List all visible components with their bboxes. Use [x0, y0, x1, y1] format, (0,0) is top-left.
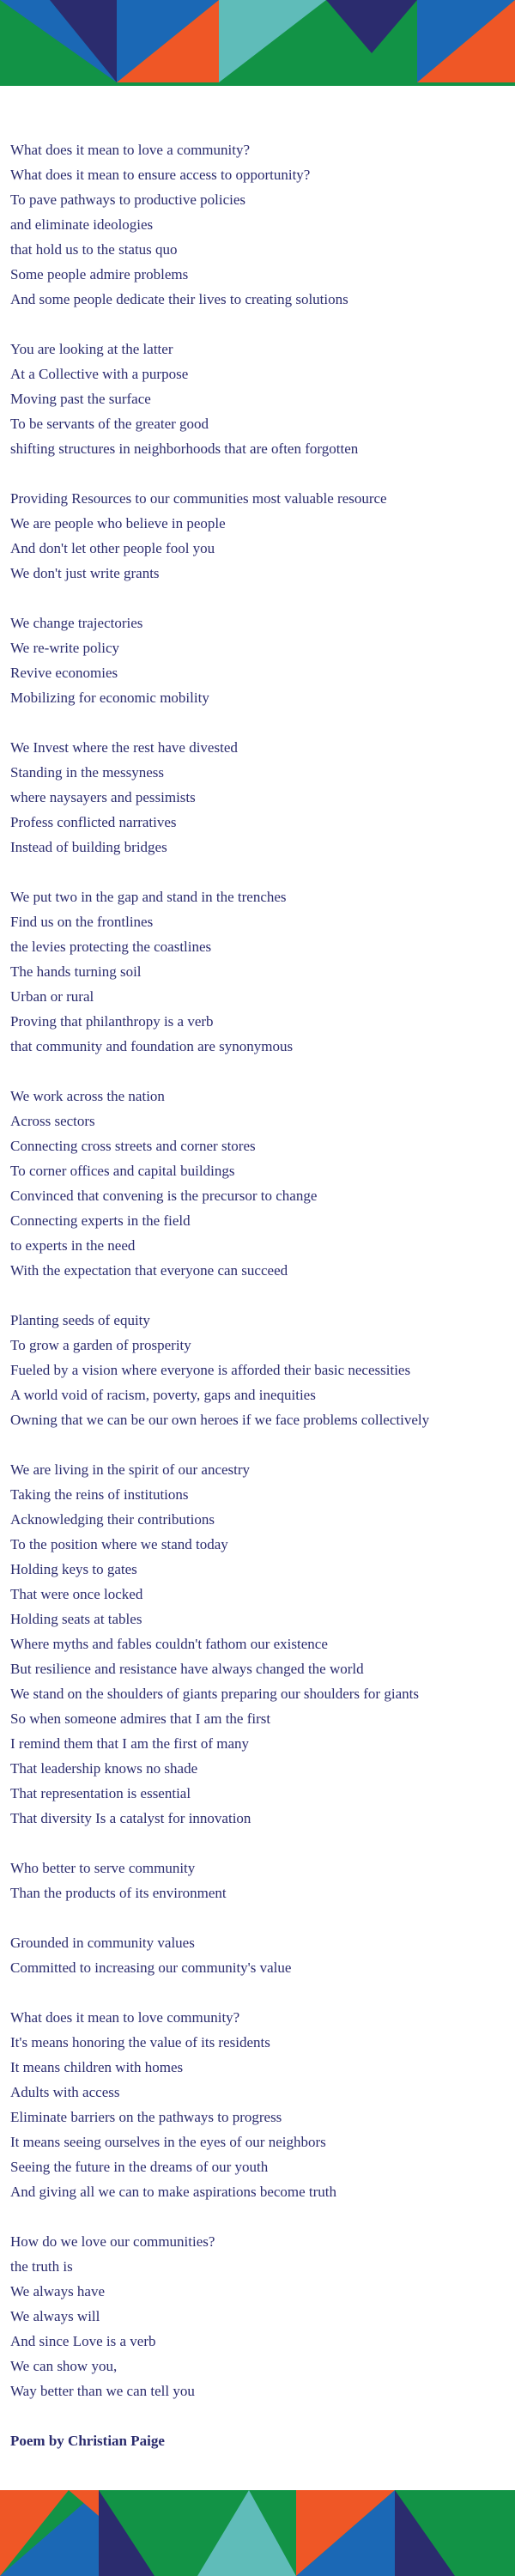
poem-line: Find us on the frontlines [10, 914, 154, 930]
poem-line: Profess conflicted narratives [10, 814, 177, 830]
poem-line: We re-write policy [10, 640, 120, 656]
poem-line: It means children with homes [10, 2059, 184, 2075]
poem-line: Owning that we can be our own heroes if we face problems collectively [10, 1412, 430, 1428]
poem-stanza [10, 137, 512, 312]
poem-line: How do we love our communities? [10, 2233, 215, 2250]
poem-line: So when someone admires that I am the first [10, 1710, 271, 1727]
poem-line: Holding seats at tables [10, 1611, 142, 1627]
poem-stanza [10, 611, 512, 710]
poem-line: That diversity Is a catalyst for innovation [10, 1810, 251, 1826]
poem-line: that hold us to the status quo [10, 241, 178, 258]
poem-line: Connecting cross streets and corner stores [10, 1138, 256, 1154]
poem-line: Eliminate barriers on the pathways to progress [10, 2109, 282, 2125]
poem-line: And giving all we can to make aspirations become truth [10, 2184, 337, 2200]
poem-line: the truth is [10, 2258, 73, 2275]
poem-line: We don't just write grants [10, 565, 160, 581]
poem-line: Holding keys to gates [10, 1561, 137, 1577]
poem-line: the levies protecting the coastlines [10, 939, 212, 955]
poem-stanza [10, 486, 512, 586]
poem-line: We work across the nation [10, 1088, 165, 1104]
poem-stanza [10, 1084, 512, 1283]
poem-line: Taking the reins of institutions [10, 1486, 189, 1503]
poem-line: At a Collective with a purpose [10, 366, 189, 382]
poem-line: The hands turning soil [10, 963, 142, 980]
poem-line: Who better to serve community [10, 1860, 196, 1876]
poem-line: To corner offices and capital buildings [10, 1163, 235, 1179]
poem-line: I remind them that I am the first of many [10, 1735, 250, 1752]
poem-line: shifting structures in neighborhoods that are often forgotten [10, 440, 359, 457]
poem-line: Urban or rural [10, 988, 94, 1005]
poem-line: We put two in the gap and stand in the trenches [10, 889, 287, 905]
poem-line: We always have [10, 2283, 106, 2300]
poem-stanza [10, 1930, 512, 1980]
poem-stanza [10, 1856, 512, 1905]
poem-line: But resilience and resistance have always changed the world [10, 1661, 364, 1677]
poem-stanza [10, 337, 512, 461]
poem-line: That were once locked [10, 1586, 143, 1602]
poem-line: We Invest where the rest have divested [10, 739, 238, 756]
bottom-decorative-band [0, 2490, 515, 2576]
poem-line: to experts in the need [10, 1237, 136, 1254]
poem-line: We stand on the shoulders of giants preparing our shoulders for giants [10, 1686, 419, 1702]
poem-line: Adults with access [10, 2084, 120, 2100]
poem-stanza [10, 884, 512, 1059]
poem-line: that community and foundation are synonymous [10, 1038, 294, 1054]
poem-line: Grounded in community values [10, 1935, 195, 1951]
poem-line: Mobilizing for economic mobility [10, 690, 209, 706]
poem-line: We are people who believe in people [10, 515, 226, 532]
poem-line: Acknowledging their contributions [10, 1511, 215, 1528]
poem-line: What does it mean to ensure access to opportunity? [10, 167, 311, 183]
poem-line: We can show you, [10, 2358, 118, 2374]
poem-line: A world void of racism, poverty, gaps and inequities [10, 1387, 316, 1403]
poem-line: Moving past the surface [10, 391, 151, 407]
poem-line: And don't let other people fool you [10, 540, 215, 556]
poem-stanza [10, 735, 512, 860]
poem-line: It means seeing ourselves in the eyes of our neighbors [10, 2134, 326, 2150]
poem-stanza [10, 1457, 512, 1831]
poem-line: Revive economies [10, 665, 118, 681]
poem-line: To the position where we stand today [10, 1536, 228, 1552]
poem-line: What does it mean to love a community? [10, 142, 251, 158]
poem-line: We are living in the spirit of our ancestry [10, 1461, 251, 1478]
poem-line: and eliminate ideologies [10, 216, 154, 233]
poem-stanza [10, 2005, 512, 2204]
poem-line: And some people dedicate their lives to creating solutions [10, 291, 348, 307]
poem-line: Than the products of its environment [10, 1885, 227, 1901]
poem-line: To grow a garden of prosperity [10, 1337, 191, 1353]
poem-line: To be servants of the greater good [10, 416, 209, 432]
poem-line: Proving that philanthropy is a verb [10, 1013, 214, 1030]
poem-line: That representation is essential [10, 1785, 191, 1801]
poem-line: Seeing the future in the dreams of our youth [10, 2159, 269, 2175]
poem-line: To pave pathways to productive policies [10, 191, 246, 208]
poem-line: We change trajectories [10, 615, 143, 631]
poem-line: It's means honoring the value of its residents [10, 2034, 270, 2050]
poem-line: And since Love is a verb [10, 2333, 156, 2349]
poem-line: Fueled by a vision where everyone is afforded their basic necessities [10, 1362, 411, 1378]
poem-line: where naysayers and pessimists [10, 789, 196, 805]
poem-line: Planting seeds of equity [10, 1312, 150, 1328]
poem-line: Standing in the messyness [10, 764, 164, 781]
poem-line: Across sectors [10, 1113, 95, 1129]
poem-line: Providing Resources to our communities most valuable resource [10, 490, 387, 507]
poem-line: Connecting experts in the field [10, 1212, 191, 1229]
poem-line: Way better than we can tell you [10, 2383, 195, 2399]
poem-signature: Poem by Christian Paige [10, 2433, 165, 2449]
poem-line: With the expectation that everyone can succeed [10, 1262, 288, 1279]
poem-stanza [10, 1308, 512, 1432]
poem-line: Where myths and fables couldn't fathom our existence [10, 1636, 328, 1652]
poem-line: We always will [10, 2308, 100, 2324]
poem-line: Instead of building bridges [10, 839, 167, 855]
poem-line: Some people admire problems [10, 266, 189, 283]
poem-line: What does it mean to love community? [10, 2009, 240, 2026]
poem-stanza [10, 2229, 512, 2403]
poem-line: That leadership knows no shade [10, 1760, 198, 1777]
poem [10, 137, 512, 2428]
top-decorative-band [0, 0, 515, 86]
poem-line: You are looking at the latter [10, 341, 173, 357]
poem-line: Convinced that convening is the precursor to change [10, 1188, 318, 1204]
poem-line: Committed to increasing our community's value [10, 1959, 292, 1976]
